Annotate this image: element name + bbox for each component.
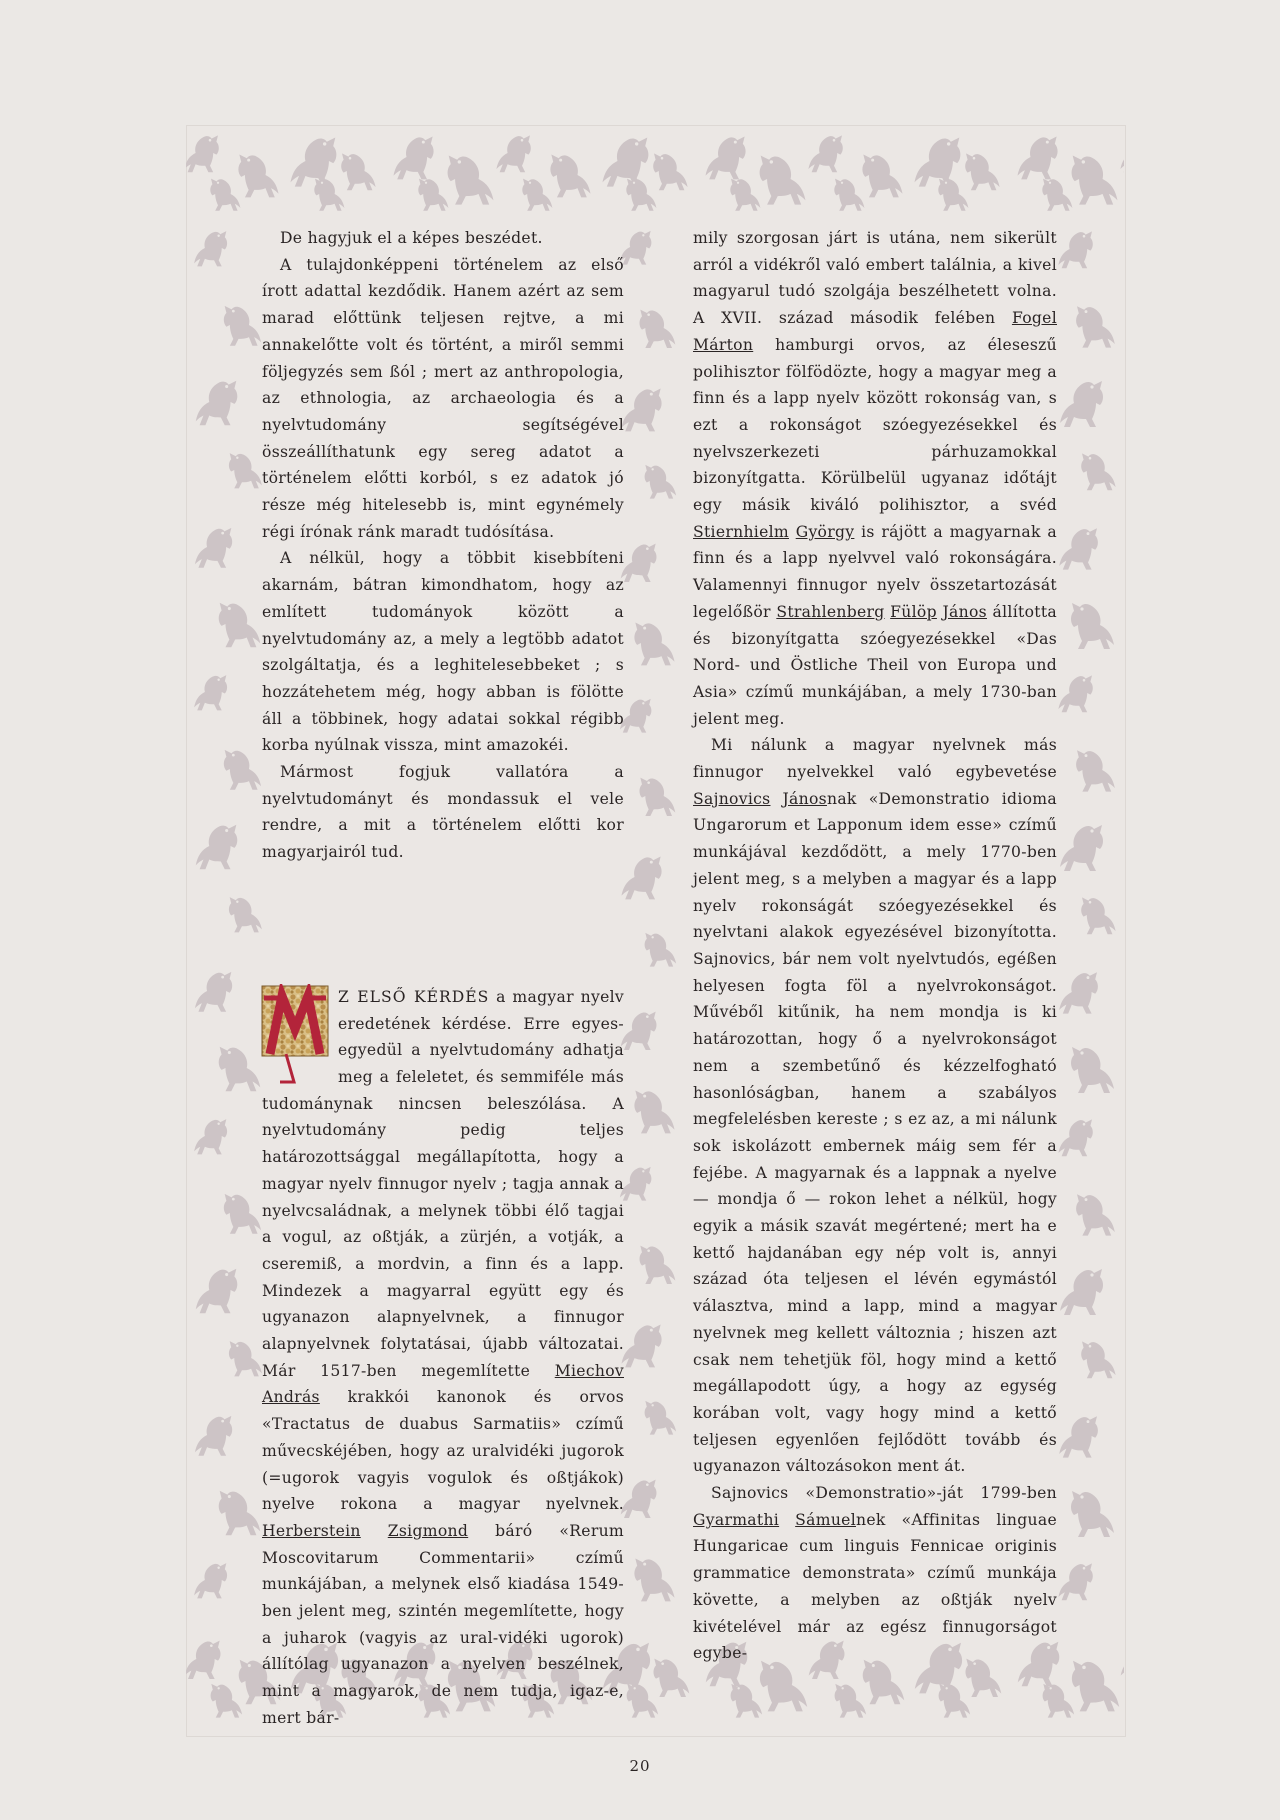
horse-motif-icon <box>1114 1634 1124 1688</box>
horse-motif-icon <box>626 1551 682 1611</box>
spacer <box>262 866 624 984</box>
border-top <box>186 125 1124 225</box>
name-herberstein: Herberstein <box>262 1521 361 1540</box>
horse-motif-icon <box>1068 743 1122 801</box>
name-stiernhielm: Stiernhielm <box>693 522 789 541</box>
right-column <box>693 225 1057 1667</box>
text-run: krakkói kanonok és orvos «Tractatus de duabus Sarmatiis» czímű művecskéjében, hogy az uralvidéki jugorok (=ugorok vagyis vogulok és oßtjákok) nyelve rokona a magyar nyelvnek. <box>262 1388 624 1514</box>
name-sajnovics: Sajnovics <box>693 789 771 808</box>
paragraph <box>693 225 1057 732</box>
name-andras: András <box>262 1388 320 1407</box>
initial-m-icon <box>260 984 330 1090</box>
horse-motif-icon <box>1068 299 1122 357</box>
horse-motif-icon <box>1074 1335 1122 1387</box>
page-number: 20 <box>629 1757 651 1775</box>
horse-motif-icon <box>638 927 682 975</box>
horse-motif-icon <box>1052 225 1100 277</box>
text-run: a magyar nyelv eredetének kérdése. Erre egyes-egyedül a nyelvtudomány adhatja meg a feleletet, és semmiféle más tudománynak nincsen beleszólása. A nyelvtudomány pedig teljes határozottsággal megállapította, hogy a magyar nyelv finnugor nyelv ; tagja annak a nyelvcsaládnak, a melynek többi élő tagjai a vogul, az oßtják, a zürjén, a votják, a cseremiß, a mordvin, a finn és a lapp. Mindezek a magyarral együtt egy és ugyanazon alapnyelvnek, a finnugor alapnyelvnek folytatásai, újabb változatai. Már 1517-ben megemlítette <box>262 987 625 1380</box>
paragraph <box>693 1480 1057 1667</box>
horse-motif-icon <box>1052 669 1100 721</box>
horse-motif-icon <box>188 817 246 879</box>
text-run: hamburgi orvos, az éleseszű polihisztor fölfödözte, hogy a magyar meg a finn és a lapp nyelv között rokonság van, s ezt a rokonságot szóegyezésekkel és nyelvszerkezeti párhuzamokkal bizonyítgatta. Körülbelül ugyanaz időtájt egy másik kiváló polihisztor, a svéd <box>693 335 1057 515</box>
horse-motif-icon <box>1062 1039 1122 1103</box>
horse-motif-icon <box>188 1557 234 1607</box>
horse-motif-icon <box>188 373 246 435</box>
horse-motif-icon <box>1052 817 1112 881</box>
name-fogel: Fogel <box>1011 309 1057 328</box>
horse-motif-icon <box>958 147 1006 199</box>
horse-motif-icon <box>632 1239 682 1293</box>
text-run: Sajnovics «Demonstratio»-ját 1799-ben <box>711 1484 1057 1503</box>
horse-motif-icon <box>1052 1113 1100 1165</box>
name-janos: János <box>942 602 987 621</box>
paragraph: A tulajdonképpeni történelem az első írott adattal kezdődik. Hanem azért az sem marad előttünk teljesen rejtve, a mi annakelőtte volt és történt, a miről semmi följegyzés sem ßól ; mert az anthropologia, az ethnologia, az archaeologia és a nyelvtudomány segítségével összeállíthatunk egy sereg adatot a történelem előtti korból, s ez adatok jó része még hitelesebb is, mint egynémely régi írónak ránk maradt tudósítása. <box>262 255 624 541</box>
name-marton: Márton <box>693 335 754 354</box>
horse-motif-icon <box>626 615 682 675</box>
horse-motif-icon <box>230 147 286 207</box>
name-gyarmathi: Gyarmathi <box>693 1510 780 1529</box>
horse-motif-icon <box>188 669 234 719</box>
horse-motif-icon <box>188 1409 240 1465</box>
horse-motif-icon <box>1062 1483 1122 1547</box>
border-left <box>186 225 270 1630</box>
text-run: «Demonstratio idioma Ungarorum et Lapponum idem esse» czímű munkájával kezdődött, a mely 1770-ben jelent meg, s a melyben a magyar és a lapp nyelv rokonságát szóegyezésekkel és nyelvtani alakok egyezésével bizonyította. Sajnovics, bár nem volt nyelvtudós, egéßen helyesen fogta föl a nyelvrokonságot. Művéből kitűnik, ha nem mondja is ki határozottan, hogy ő a nyelvrokonságot nem a szembetűnő és kézzelfogható hasonlóságban, hanem a szabályos megfelelésben kereste ; s ez az, a mi nálunk sok iskolázott embernek máig sem fér a fejébe. A magyarnak és a lappnak a nyelve — mondja ő — rokon lehet a nélkül, hogy egyik a másik szavát megértené; mert ha e kettő hajdanában egy nép volt is, annyi század óta teljesen el lévén egymástól választva, mind a lapp, mind a magyar nyelvnek meg kellett változnia ; hiszen azt csak nem tehetjük föl, hogy mind a kettő megállapodott úgy, a hogy az egység korában volt, vagy hogy mind a kettő teljesen egyenlően fejlődött tovább és ugyanazon változásokon ment át. <box>693 789 1057 1476</box>
horse-motif-icon <box>1074 447 1122 499</box>
horse-motif-icon <box>1052 965 1106 1023</box>
horse-motif-icon <box>188 1113 234 1163</box>
horse-motif-icon <box>334 147 382 199</box>
text-run: nek «Affinitas linguae Hungaricae cum linguis Fennicae originis grammatice demonstrata» czímű munkája követte, a melyben az oßtják nyelv kivételével már az egész finnugorságot egybe- <box>693 1510 1057 1663</box>
horse-motif-icon <box>216 1187 268 1243</box>
name-janos-sajnovics: János <box>782 789 827 808</box>
illuminated-initial-m <box>260 984 330 1090</box>
horse-motif-icon <box>210 1483 268 1545</box>
horse-motif-icon <box>542 147 598 207</box>
horse-motif-icon <box>216 299 268 355</box>
horse-motif-icon <box>1074 891 1122 943</box>
horse-motif-icon <box>1052 1261 1112 1325</box>
border-right <box>1050 225 1124 1630</box>
horse-motif-icon <box>1062 595 1122 659</box>
horse-motif-icon <box>632 303 682 357</box>
text-run: is rájött a magyarnak a finn és a lapp nyelvvel való rokonságára. Valamennyi finnugor nyelv összetartozását legelőßör <box>693 522 1057 621</box>
horse-motif-icon <box>1052 1409 1106 1467</box>
horse-motif-icon <box>1052 521 1106 579</box>
horse-motif-icon <box>638 459 682 507</box>
horse-motif-icon <box>1114 129 1124 181</box>
text-run: báró «Rerum Moscovitarum Commentarii» czímű munkájában, a melynek első kiadása 1549-ben jelent meg, szintén megemlítette, hogy a juharok (vagyis az ural-vidéki ugorok) állítólag ugyanazon a nyelven beszélnek, mint a magyarok, de nem tudja, igaz-e, mert bár- <box>262 1521 624 1727</box>
name-gyorgy: György <box>795 522 855 541</box>
paragraph: Mármost fogjuk vallatóra a nyelvtudományt és mondassuk el vele rendre, a mit a történelem előtti kor magyarjairól tud. <box>262 763 624 862</box>
horse-motif-icon <box>188 965 240 1021</box>
text-run: mily szorgosan járt is utána, nem sikerült arról a vidékről való embert találnia, a kivel magyarul tudó szolgája beszélhetett volna. A XVII. század második felében <box>693 229 1057 328</box>
chapter-opening-paragraph <box>262 984 624 1732</box>
name-samuel: Sámuel <box>795 1510 856 1529</box>
paragraph <box>693 732 1057 1480</box>
text-run: állította és bizonyítgatta szóegyezésekkel «Das Nord- und Östliche Theil von Europa und Asia» czímű munkájában, a mely 1730-ban jelent meg. <box>693 602 1057 728</box>
horse-motif-icon <box>1052 373 1112 437</box>
name-zsigmond: Zsigmond <box>387 1521 469 1540</box>
text-run: nak <box>826 789 857 808</box>
left-column <box>262 225 624 1732</box>
horse-motif-icon <box>188 1261 246 1323</box>
horse-motif-icon <box>210 595 268 657</box>
paragraph: De hagyjuk el a képes beszédet. <box>280 229 543 247</box>
horse-motif-icon <box>646 147 694 199</box>
text-run: Mi nálunk a magyar nyelvnek más finnugor nyelvekkel való egybevetése <box>693 736 1057 782</box>
horse-motif-icon <box>188 225 234 275</box>
horse-motif-icon <box>188 521 240 577</box>
horse-motif-icon <box>1068 1187 1122 1245</box>
horse-motif-icon <box>854 147 910 207</box>
chapter-heading: Z ELSŐ KÉRDÉS <box>338 987 490 1006</box>
horse-motif-icon <box>646 1652 696 1706</box>
name-miechov: Miechov <box>554 1361 624 1380</box>
horse-motif-icon <box>1052 1557 1100 1609</box>
paragraph: A nélkül, hogy a többit kisebbíteni akarnám, bátran kimondhatom, hogy az említett tudományok között a nyelvtudomány az, a mely a legtöbb adatot szolgáltatja, és a leghitelesebbeket ; s hozzátehetem még, hogy abban is fölötte áll a többinek, hogy adatai sokkal régibb korba nyúlnak vissza, mint amazokéi. <box>262 549 624 755</box>
name-fulop: Fülöp <box>890 602 937 621</box>
horse-motif-icon <box>216 743 268 799</box>
name-strahlenberg: Strahlenberg <box>776 602 885 621</box>
horse-motif-icon <box>638 1395 682 1443</box>
horse-motif-icon <box>632 771 682 825</box>
horse-motif-icon <box>626 1083 682 1143</box>
